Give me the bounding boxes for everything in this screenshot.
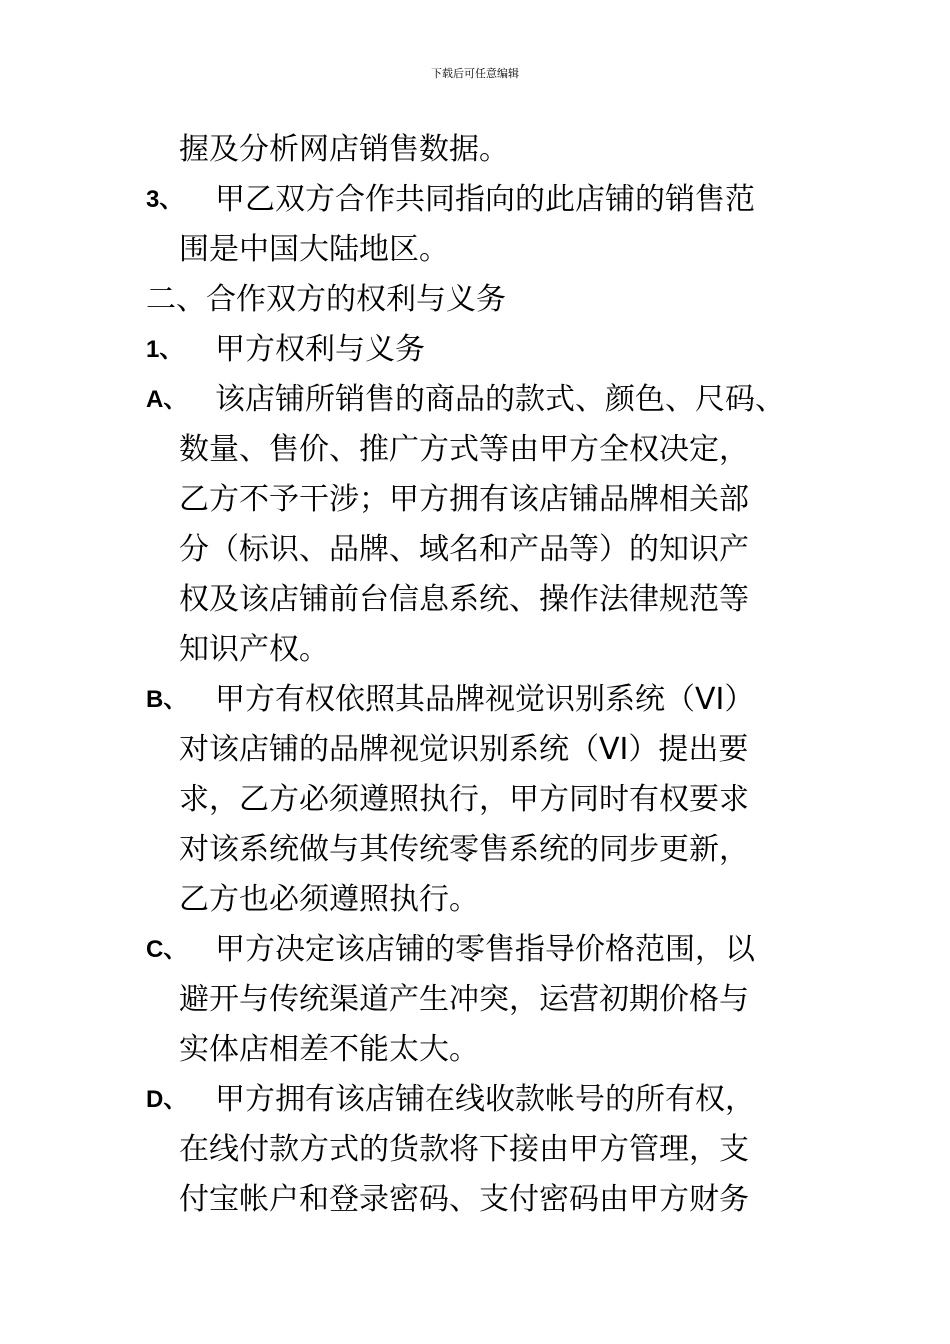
line-text: 实体店相差不能太大。 xyxy=(179,1032,479,1067)
item-number: A、 xyxy=(146,386,188,413)
line-text: 分（标识、品牌、域名和产品等）的知识产 xyxy=(179,532,749,567)
line-text: 求，乙方必须遵照执行，甲方同时有权要求 xyxy=(179,782,749,817)
line-text: 二、合作双方的权利与义务 xyxy=(146,282,506,317)
text-line xyxy=(0,775,950,825)
line-text: 付宝帐户和登录密码、支付密码由甲方财务 xyxy=(179,1182,749,1217)
line-text: 围是中国大陆地区。 xyxy=(179,232,449,267)
line-text: 对该店铺的品牌视觉识别系统（VI）提出要 xyxy=(179,732,749,767)
line-text: 握及分析网店销售数据。 xyxy=(179,132,509,167)
text-line xyxy=(0,975,950,1025)
line-text: 甲方决定该店铺的零售指导价格范围，以 xyxy=(215,932,755,967)
line-text: 对该系统做与其传统零售系统的同步更新， xyxy=(179,832,749,867)
text-line xyxy=(0,1025,950,1075)
text-line xyxy=(0,1125,950,1175)
list-item xyxy=(0,925,950,975)
text-line xyxy=(0,625,950,675)
item-number: 3、 xyxy=(146,186,184,213)
line-text: 甲方拥有该店铺在线收款帐号的所有权， xyxy=(215,1082,755,1117)
line-text: 在线付款方式的货款将下接由甲方管理，支 xyxy=(179,1132,749,1167)
list-item xyxy=(0,175,950,225)
text-line xyxy=(0,475,950,525)
text-line xyxy=(0,825,950,875)
section-heading xyxy=(0,275,950,325)
item-number: 1、 xyxy=(146,336,184,363)
text-line xyxy=(0,875,950,925)
list-item xyxy=(0,1075,950,1125)
list-item xyxy=(0,375,950,425)
document-body xyxy=(0,125,950,1225)
list-item xyxy=(0,675,950,725)
line-text: 知识产权。 xyxy=(179,632,329,667)
list-item xyxy=(0,325,950,375)
text-line xyxy=(0,575,950,625)
line-text: 甲乙双方合作共同指向的此店铺的销售范 xyxy=(215,182,755,217)
text-line xyxy=(0,525,950,575)
item-number: D、 xyxy=(146,1086,188,1113)
line-text: 权及该店铺前台信息系统、操作法律规范等 xyxy=(179,582,749,617)
line-text: 乙方不予干涉；甲方拥有该店铺品牌相关部 xyxy=(179,482,749,517)
text-line xyxy=(0,225,950,275)
page-header: 下载后可任意编辑 xyxy=(431,67,519,80)
line-text: 数量、售价、推广方式等由甲方全权决定， xyxy=(179,432,749,467)
item-number: B、 xyxy=(146,686,188,713)
line-text: 该店铺所销售的商品的款式、颜色、尺码、 xyxy=(215,382,785,417)
line-text: 甲方权利与义务 xyxy=(215,332,425,367)
line-text: 避开与传统渠道产生冲突，运营初期价格与 xyxy=(179,982,749,1017)
text-line xyxy=(0,1175,950,1225)
text-line xyxy=(0,125,950,175)
line-text: 乙方也必须遵照执行。 xyxy=(179,882,479,917)
item-number: C、 xyxy=(146,936,188,963)
text-line xyxy=(0,425,950,475)
line-text: 甲方有权依照其品牌视觉识别系统（VI） xyxy=(215,682,755,717)
text-line xyxy=(0,725,950,775)
